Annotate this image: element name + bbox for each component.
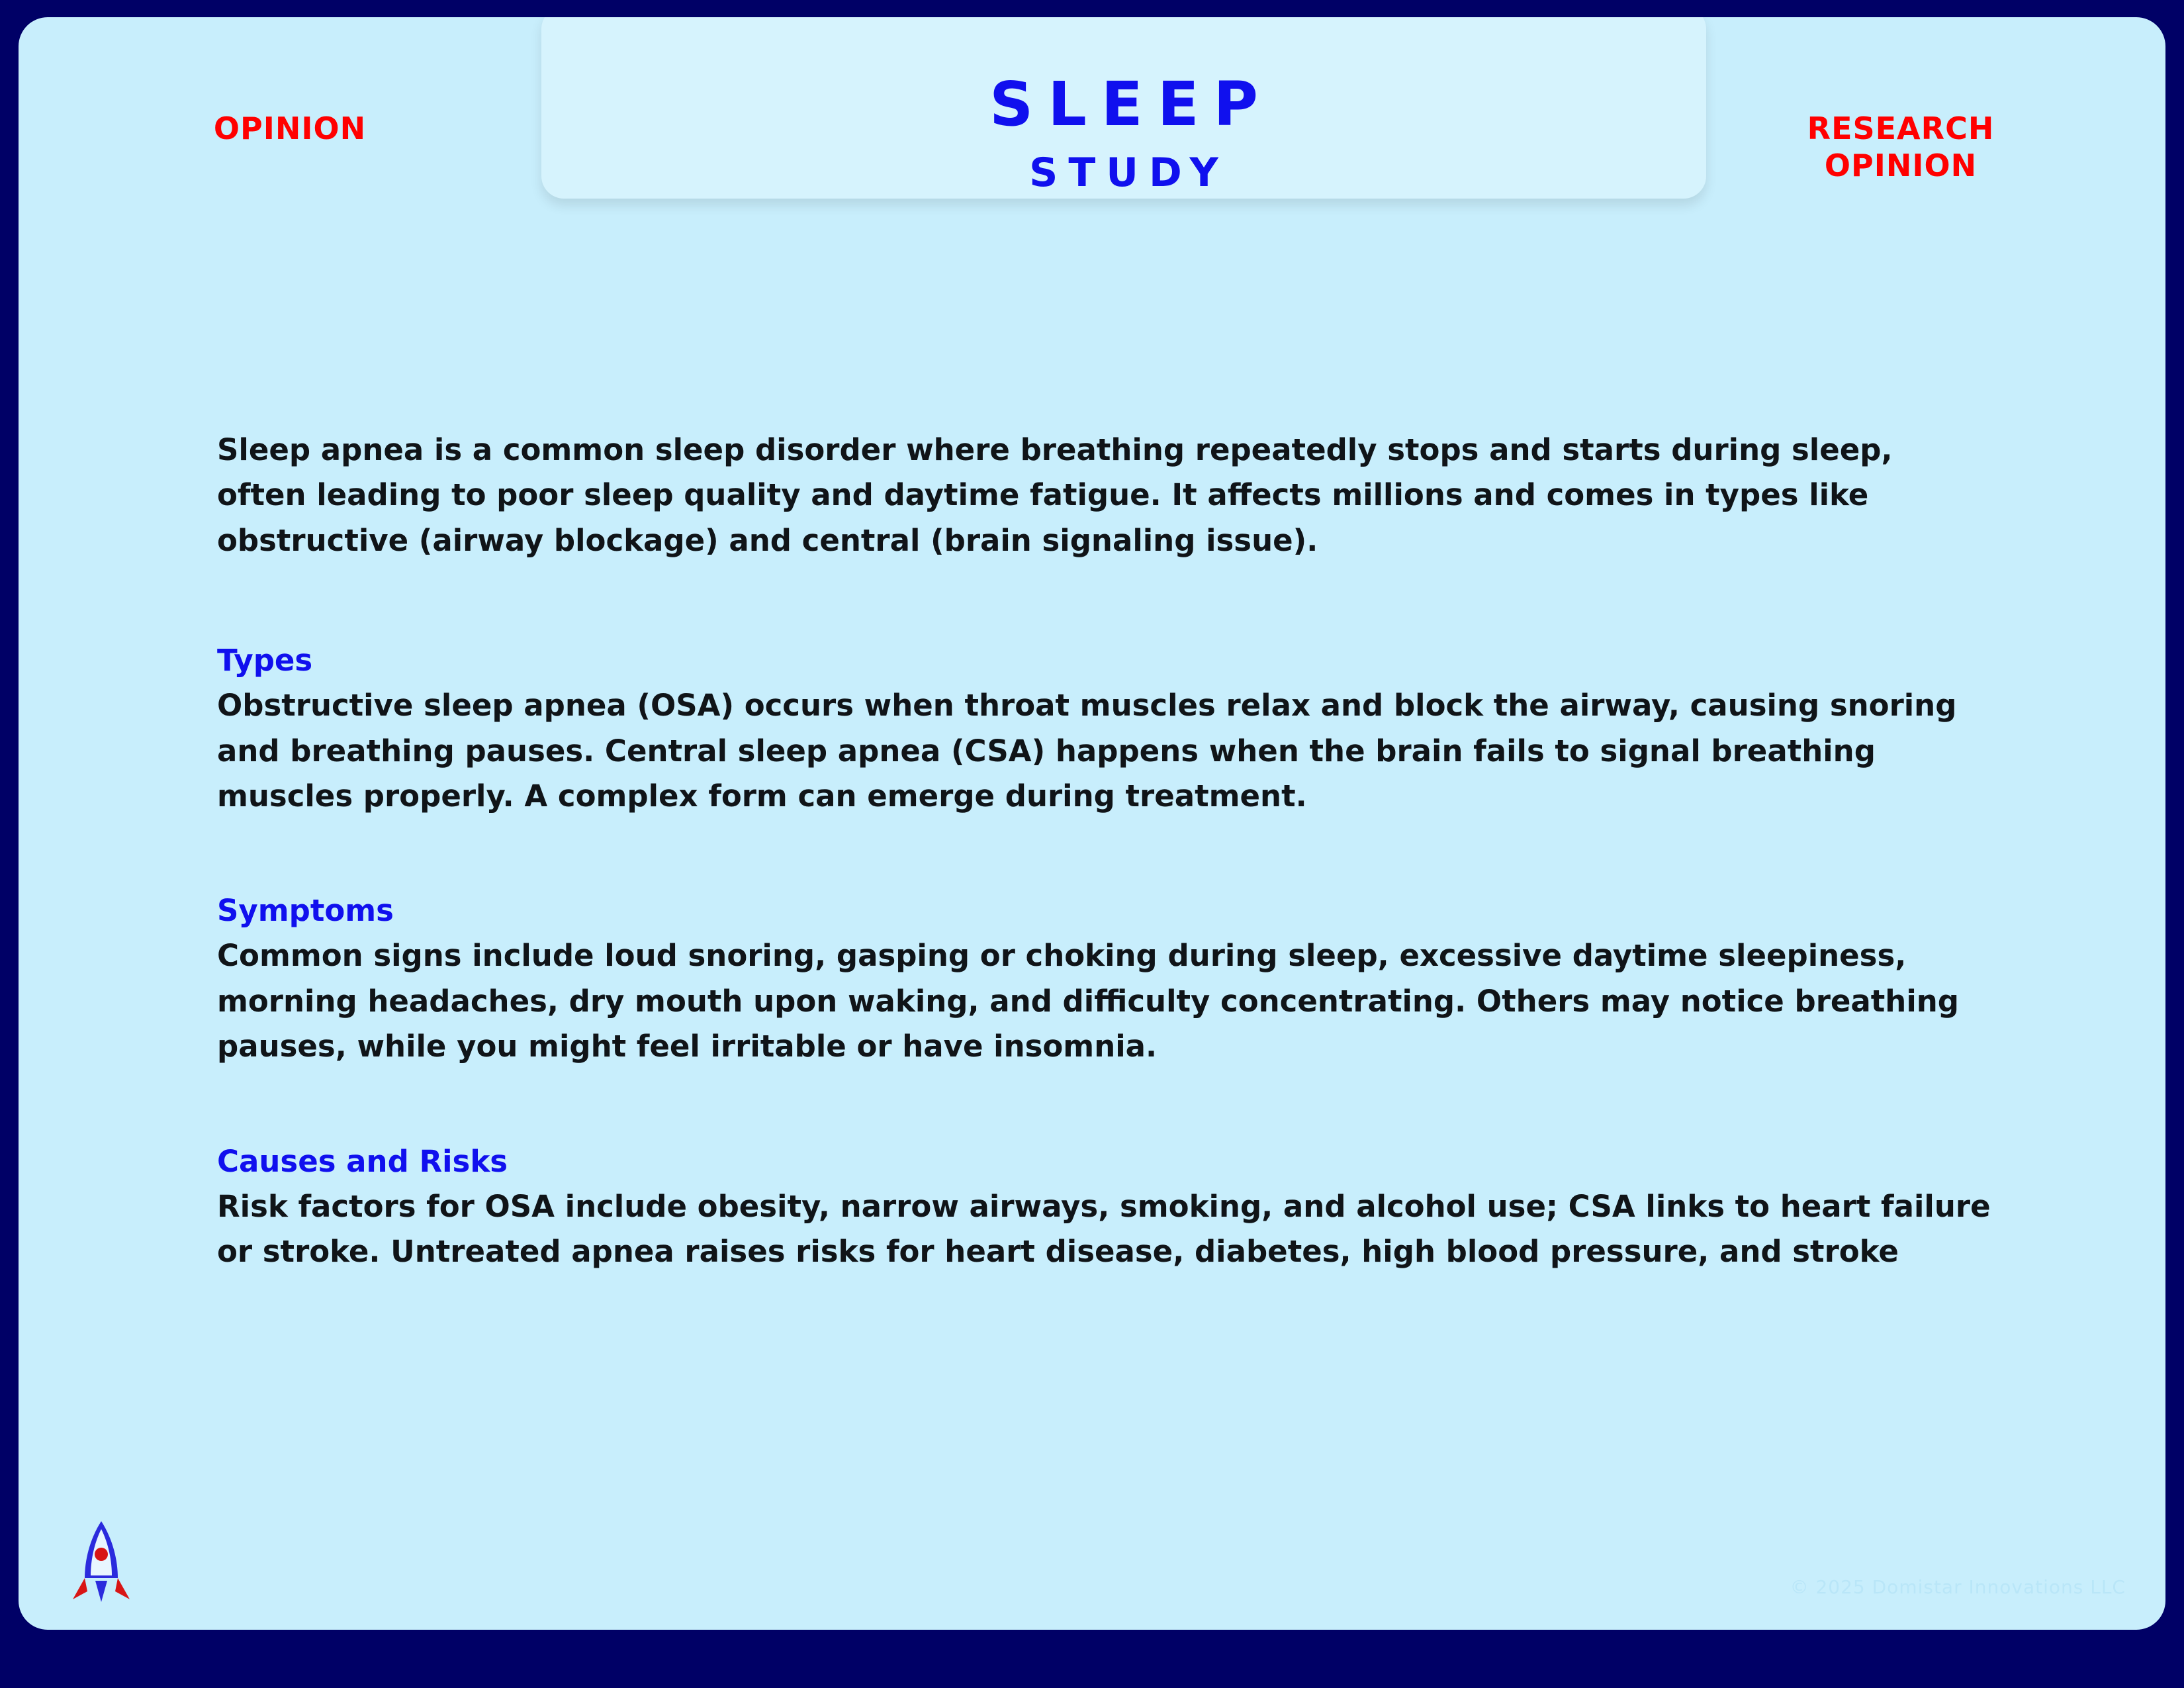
section-types <box>217 643 1991 819</box>
header-right-label <box>1735 110 2066 184</box>
section-text-types: Obstructive sleep apnea (OSA) occurs when throat muscles relax and block the airway, causing snoring and breathing pauses. Central sleep apnea (CSA) happens when the brain fails to signal breathing muscles properly. A complex form can emerge during treatment. <box>217 688 1957 814</box>
header-left-label: OPINION <box>213 111 367 146</box>
intro-paragraph: Sleep apnea is a common sleep disorder where breathing repeatedly stops and starts during sleep, often leading to poor sleep quality and daytime fatigue. It affects millions and comes in types like obstructive (airway blockage) and central (brain signaling issue). <box>217 432 1893 558</box>
article-body <box>217 428 1991 1348</box>
section-title-causes-and-risks: Causes and Risks <box>217 1143 508 1179</box>
content-card <box>19 17 2165 1630</box>
copyright-text: © 2025 Domistar Innovations LLC <box>1790 1576 2126 1598</box>
section-text-symptoms: Common signs include loud snoring, gasping or choking during sleep, excessive daytime sleepiness, morning headaches, dry mouth upon waking, and difficulty concentrating. Others may notice breathing pauses, while you might feel irritable or have insomnia. <box>217 938 1959 1064</box>
section-title-types: Types <box>217 643 313 679</box>
page-title: SLEEP <box>989 69 1273 140</box>
section-causes-and-risks <box>217 1144 1991 1275</box>
poster-header <box>19 17 2165 216</box>
section-symptoms <box>217 893 1991 1069</box>
section-title-symptoms: Symptoms <box>217 893 394 929</box>
section-text-causes-and-risks: Risk factors for OSA include obesity, narrow airways, smoking, and alcohol use; CSA links to heart failure or stroke. Untreated apnea raises risks for heart disease, diabetes, high blood pressure, and stroke <box>217 1188 1991 1269</box>
page-subtitle: STUDY <box>1029 150 1229 196</box>
header-right-label-line1: RESEARCH <box>1807 111 1995 146</box>
header-right-label-line2: OPINION <box>1824 148 1978 184</box>
rocket-logo-icon <box>65 1517 138 1610</box>
